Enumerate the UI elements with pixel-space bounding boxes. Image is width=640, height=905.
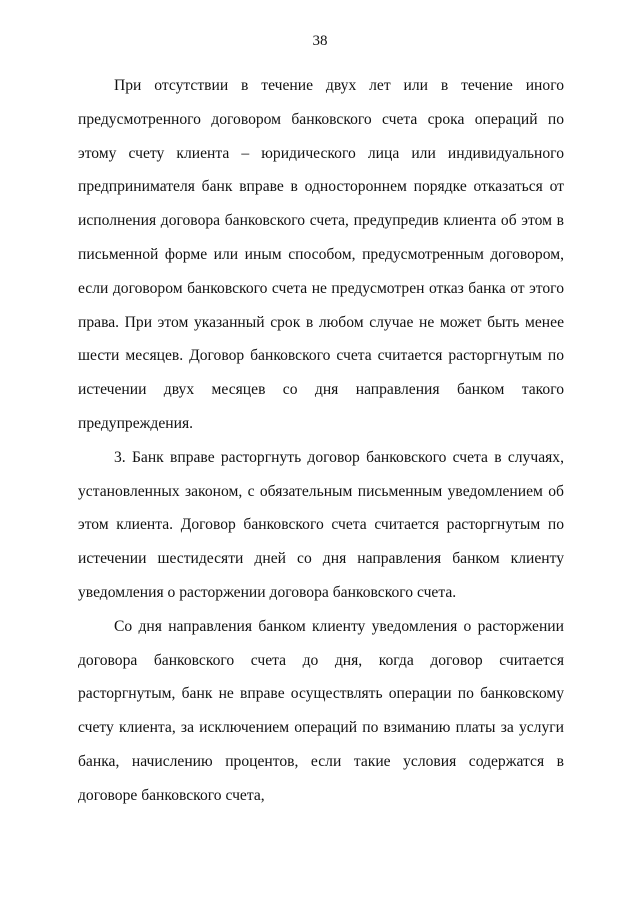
- paragraph-bank-termination: 3. Банк вправе расторгнуть договор банковского счета в случаях, установленных законом, с обязательным письменным уведомлением об этом клиента. Договор банковского счета считается расторгнутым по истечении шестидесяти дней со дня направления банком клиенту уведомления о расторжении договора банковского счета.: [78, 448, 564, 601]
- paragraph-operations-restriction: Со дня направления банком клиенту уведомления о расторжении договора банковского счета до дня, когда договор считается расторгнутым, банк не вправе осуществлять операции по банковскому счету клиента, за исключением операций по взиманию платы за услуги банка, начислению процентов, если такие условия содержатся в договоре банковского счета,: [78, 617, 564, 804]
- document-body: [78, 69, 564, 813]
- paragraph-no-operations-refusal: При отсутствии в течение двух лет или в течение иного предусмотренного договором банковского счета срока операций по этому счету клиента – юридического лица или индивидуального предпринимателя банк вправе в одностороннем порядке отказаться от исполнения договора банковского счета, предупредив клиента об этом в письменной форме или иным способом, предусмотренным договором, если договором банковского счета не предусмотрен отказ банка от этого права. При этом указанный срок в любом случае не может быть менее шести месяцев. Договор банковского счета считается расторгнутым по истечении двух месяцев со дня направления банком такого предупреждения.: [78, 77, 564, 432]
- page-number: 38: [312, 33, 328, 49]
